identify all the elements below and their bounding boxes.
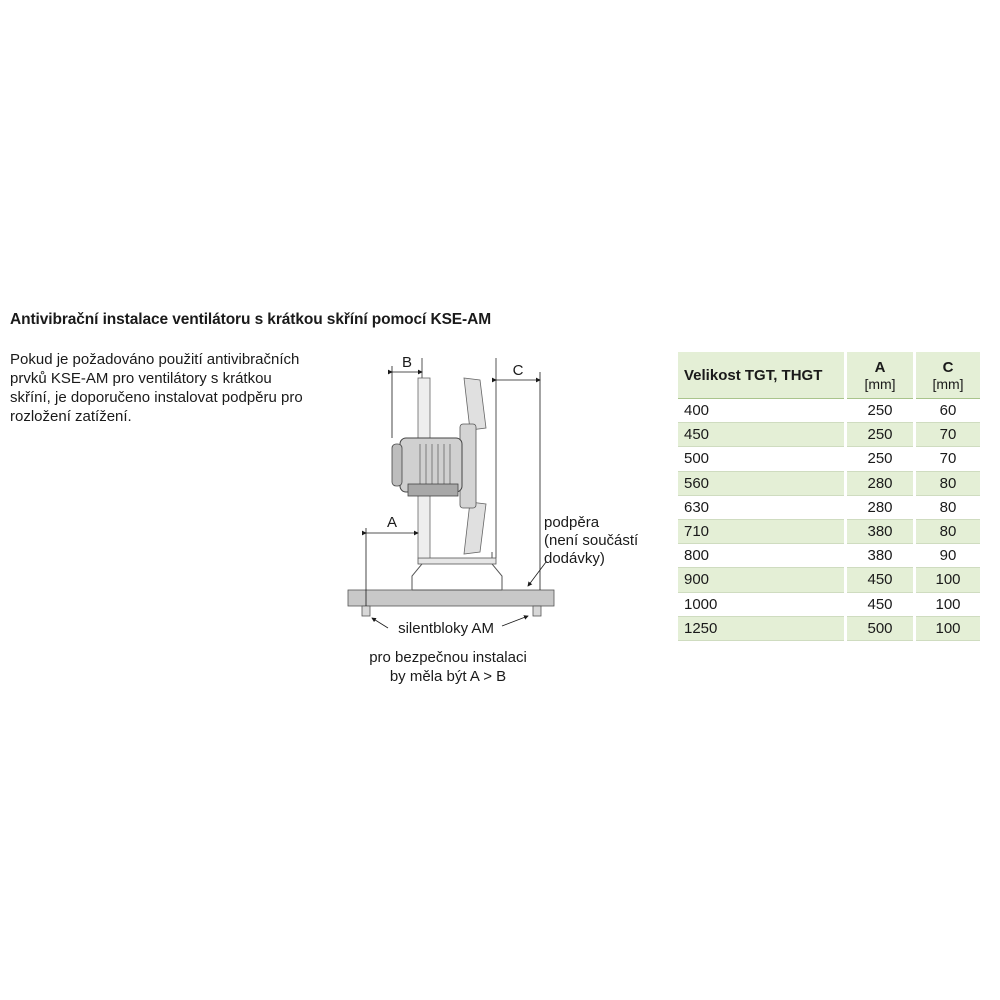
cell-size: 710 — [678, 519, 846, 543]
table-row — [678, 423, 980, 447]
header-a-label: A — [874, 358, 886, 376]
safety-note: by měla být A > B — [389, 668, 507, 685]
cell-c: 80 — [915, 519, 981, 543]
cell-c: 70 — [915, 447, 981, 471]
intro-line: prvků KSE-AM pro ventilátory s krátkou — [10, 370, 272, 387]
dimension-label-c: C — [512, 362, 524, 379]
header-a-unit: [mm] — [864, 375, 896, 392]
intro-line: rozložení zatížení. — [10, 408, 132, 425]
cell-c: 70 — [915, 423, 981, 447]
impeller-blade-bottom — [464, 502, 486, 554]
header-c-label: C — [942, 358, 954, 376]
table-header-row — [678, 352, 980, 399]
cell-a: 380 — [846, 519, 915, 543]
intro-paragraph — [10, 350, 340, 426]
dimension-label-b: B — [401, 354, 413, 371]
table-row — [678, 447, 980, 471]
table-row — [678, 495, 980, 519]
cell-size: 1250 — [678, 616, 846, 640]
cell-a: 380 — [846, 544, 915, 568]
cell-c: 90 — [915, 544, 981, 568]
table-row — [678, 471, 980, 495]
header-c — [915, 352, 981, 399]
cell-a: 250 — [846, 447, 915, 471]
dimension-label-a: A — [386, 514, 398, 531]
cell-c: 80 — [915, 471, 981, 495]
base-plate — [348, 590, 554, 606]
cell-c: 80 — [915, 495, 981, 519]
header-size: Velikost TGT, THGT — [678, 352, 846, 399]
cell-a: 280 — [846, 471, 915, 495]
cell-c: 100 — [915, 592, 981, 616]
cell-a: 450 — [846, 568, 915, 592]
cell-size: 800 — [678, 544, 846, 568]
table-row — [678, 399, 980, 423]
impeller-blade-top — [464, 378, 486, 430]
cell-a: 250 — [846, 399, 915, 423]
silentblock-left — [362, 606, 370, 616]
cell-a: 250 — [846, 423, 915, 447]
table-row — [678, 544, 980, 568]
cell-size: 900 — [678, 568, 846, 592]
intro-line: Pokud je požadováno použití antivibračních — [10, 351, 300, 368]
header-a — [846, 352, 915, 399]
cell-size: 450 — [678, 423, 846, 447]
cell-size: 500 — [678, 447, 846, 471]
size-table — [678, 352, 980, 641]
cell-size: 630 — [678, 495, 846, 519]
table-row — [678, 519, 980, 543]
table-row — [678, 592, 980, 616]
cell-a: 450 — [846, 592, 915, 616]
cell-c: 100 — [915, 568, 981, 592]
cell-c: 100 — [915, 616, 981, 640]
support-label: podpěra — [544, 514, 600, 531]
table-row — [678, 568, 980, 592]
cell-a: 280 — [846, 495, 915, 519]
intro-line: skříní, je doporučeno instalovat podpěru pro — [10, 389, 303, 406]
cell-c: 60 — [915, 399, 981, 423]
silentblock-right — [533, 606, 541, 616]
cell-size: 400 — [678, 399, 846, 423]
cell-size: 1000 — [678, 592, 846, 616]
page-title: Antivibrační instalace ventilátoru s krátkou skříní pomocí KSE-AM — [10, 311, 492, 328]
cell-a: 500 — [846, 616, 915, 640]
support-label: dodávky) — [544, 550, 605, 567]
safety-note: pro bezpečnou instalaci — [369, 649, 527, 666]
header-c-unit: [mm] — [932, 375, 964, 392]
silentblocks-label: silentbloky AM — [398, 620, 494, 637]
support-label: (není součástí — [544, 532, 639, 549]
fan-installation-diagram — [330, 340, 639, 700]
table-row — [678, 616, 980, 640]
cell-size: 560 — [678, 471, 846, 495]
